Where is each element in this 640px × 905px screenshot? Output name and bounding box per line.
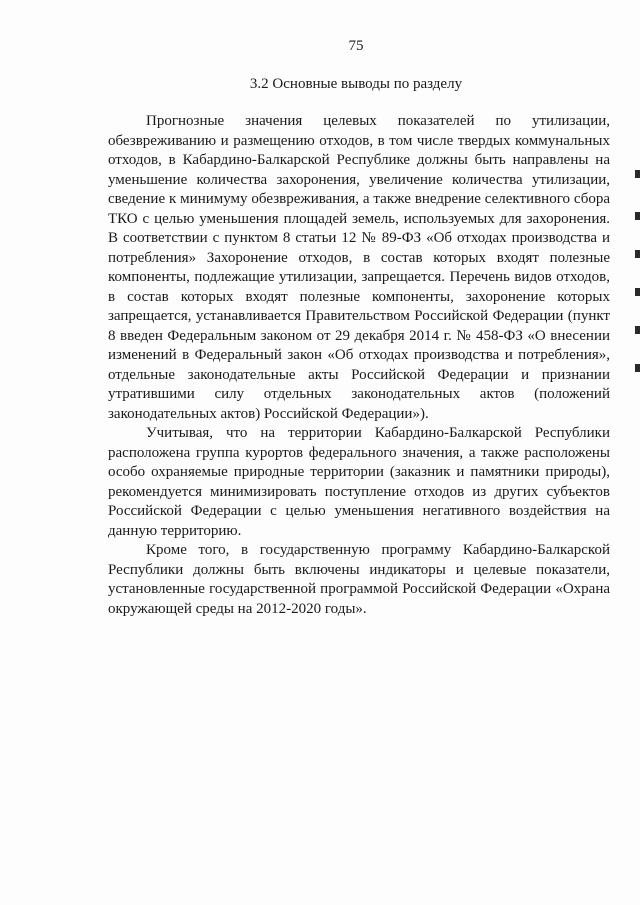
paragraph-resorts: Учитывая, что на территории Кабардино-Балкарской Республики расположена группа курортов федерального значения, а также расположены особо охраняемые природные территории (заказник и памятники природы), рекомендуется минимизировать поступление отходов из других субъектов Российской Федерации с целью уменьшения негативного воздействия на данную территорию. [108,425,610,539]
scan-edge-mark [635,326,640,334]
scan-edge-mark [635,212,640,220]
section-heading: 3.2 Основные выводы по разделу [249,76,463,92]
scan-edge-marks [634,150,640,410]
paragraph-state-program: Кроме того, в государственную программу Кабардино-Балкарской Республики должны быть включены индикаторы и целевые показатели, установленные государственной программой Российской Федерации «Охрана окружающей среды на 2012-2020 годы». [108,542,610,617]
scan-edge-mark [635,250,640,258]
body-text [108,112,610,619]
scan-edge-mark [635,288,640,296]
scan-edge-mark [635,170,640,178]
page-number: 75 [348,38,364,54]
paragraph-targets: Прогнозные значения целевых показателей по утилизации, обезвреживанию и размещению отходов, в том числе твердых коммунальных отходов, в Кабардино-Балкарской Республике должны быть направлены на уменьшение количества захоронения, увеличение количества утилизации, сведение к минимуму обезвреживания, а также внедрение селективного сбора ТКО с целью уменьшения площадей земель, используемых для захоронения. В соответствии с пунктом 8 статьи 12 № 89-ФЗ «Об отходах производства и потребления» Захоронение отходов, в состав которых входят полезные компоненты, подлежащие утилизации, запрещается. Перечень видов отходов, в состав которых входят полезные компоненты, захоронение которых запрещается, устанавливается Правительством Российской Федерации (пункт 8 введен Федеральным законом от 29 декабря 2014 г. № 458-ФЗ «О внесении изменений в Федеральный закон «Об отходах производства и потребления», отдельные законодательные акты Российской Федерации и признании утратившими силу отдельных законодательных актов (положений законодательных актов) Российской Федерации»). [108,113,610,422]
scan-edge-mark [635,364,640,372]
